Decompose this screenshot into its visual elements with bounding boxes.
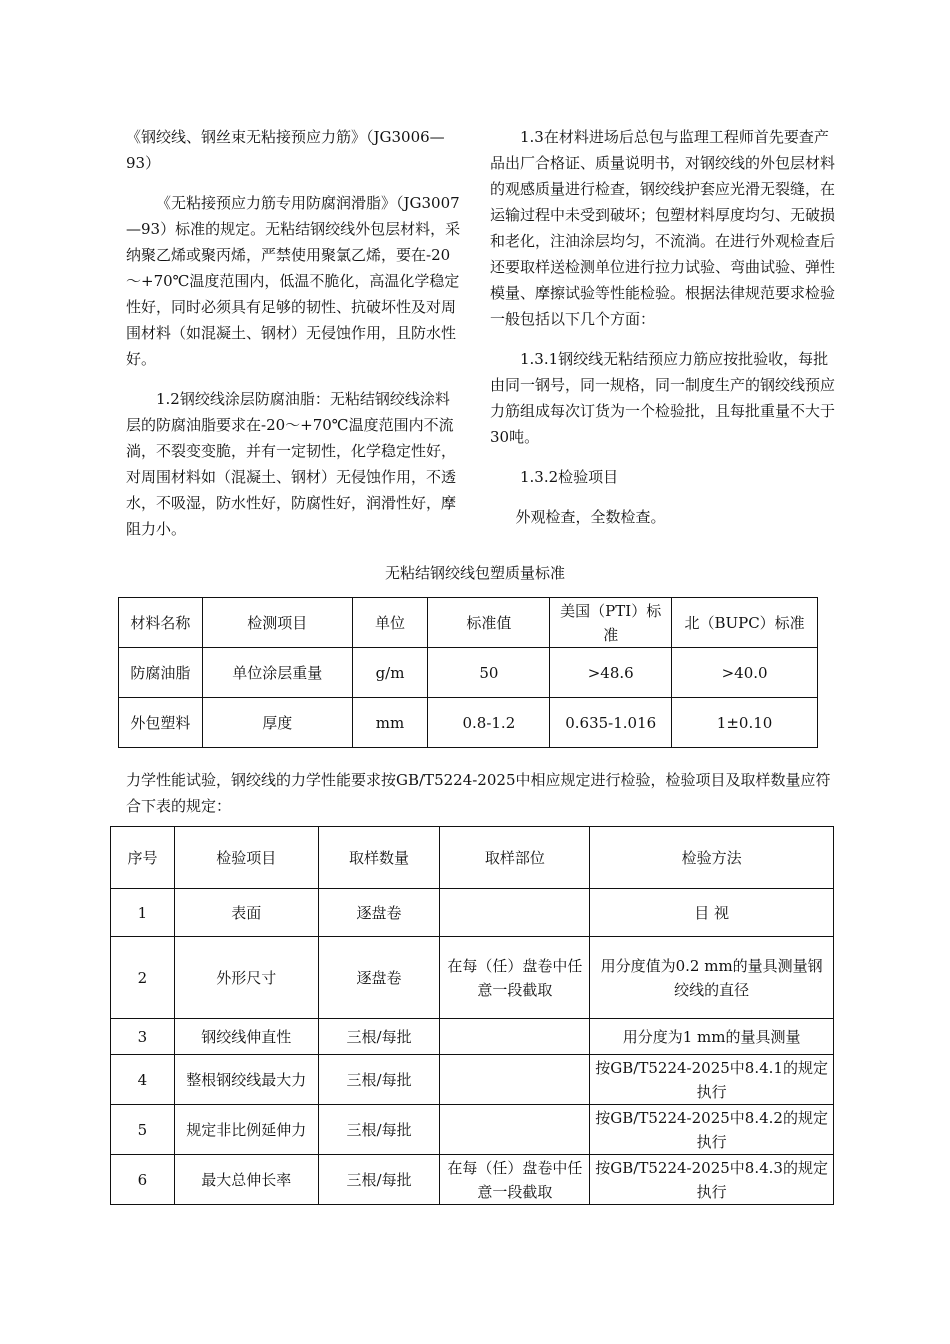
table-row: [111, 1155, 834, 1205]
table1-header-cell: 北（BUPC）标准: [672, 598, 818, 648]
table2-cell: 逐盘卷: [318, 937, 440, 1019]
table2-cell: 规定非比例延伸力: [174, 1105, 318, 1155]
table1-cell: 防腐油脂: [119, 648, 203, 698]
table2-cell: 三根/每批: [318, 1105, 440, 1155]
table2-header-cell: 取样部位: [440, 827, 590, 889]
right-paragraph-3: 1.3.2检验项目: [520, 468, 619, 486]
table2-cell: 目 视: [590, 889, 834, 937]
table2-cell: 2: [111, 937, 175, 1019]
table2-cell: 用分度为1 mm的量具测量: [590, 1019, 834, 1055]
table-row: [111, 1019, 834, 1055]
table2-cell: 在每（任）盘卷中任意一段截取: [440, 1155, 590, 1205]
right-column: [490, 124, 836, 530]
table2-cell: [440, 1105, 590, 1155]
table2-cell: 6: [111, 1155, 175, 1205]
table1-cell: 1±0.10: [672, 698, 818, 748]
table1-header-cell: 美国（PTI）标准: [550, 598, 672, 648]
table1-header-cell: 材料名称: [119, 598, 203, 648]
table1-cell: mm: [352, 698, 428, 748]
table-row: [111, 1105, 834, 1155]
table-row: [111, 1055, 834, 1105]
table2-cell: 按GB/T5224-2025中8.4.1的规定执行: [590, 1055, 834, 1105]
table1-cell: 0.8-1.2: [428, 698, 550, 748]
table2-cell: 1: [111, 889, 175, 937]
table2-cell: 三根/每批: [318, 1019, 440, 1055]
table2-cell: [440, 1055, 590, 1105]
table2-cell: 3: [111, 1019, 175, 1055]
table1-cell: g/m: [352, 648, 428, 698]
table2-cell: 三根/每批: [318, 1055, 440, 1105]
mechanical-test-paragraph: 力学性能试验，钢绞线的力学性能要求按GB/T5224-2025中相应规定进行检验，检验项目及取样数量应符合下表的规定：: [126, 771, 831, 815]
table2-cell: 最大总伸长率: [174, 1155, 318, 1205]
table2-cell: 钢绞线伸直性: [174, 1019, 318, 1055]
inspection-items-table: [110, 826, 834, 1205]
table1-header-cell: 单位: [352, 598, 428, 648]
table1-cell: 0.635-1.016: [550, 698, 672, 748]
left-paragraph-3: 1.2钢绞线涂层防腐油脂：无粘结钢绞线涂料层的防腐油脂要求在-20～+70℃温度范围内不流淌，不裂变变脆，并有一定韧性，化学稳定性好，对周围材料如（混凝土、钢材）无侵蚀作用，不透水，不吸湿，防水性好，防腐性好，润滑性好，摩阻力小。: [126, 390, 457, 538]
table1-header-cell: 检测项目: [202, 598, 352, 648]
table2-cell: 按GB/T5224-2025中8.4.2的规定执行: [590, 1105, 834, 1155]
table2-cell: 三根/每批: [318, 1155, 440, 1205]
table1-cell: 50: [428, 648, 550, 698]
left-paragraph-2: 《无粘接预应力筋专用防腐润滑脂》（JG3007—93）标准的规定。无粘结钢绞线外包层材料，采纳聚乙烯或聚丙烯，严禁使用聚氯乙烯，要在-20～+70℃温度范围内，低温不脆化，高温化学稳定性好，同时必须具有足够的韧性、抗破坏性及对周围材料（如混凝土、钢材）无侵蚀作用，且防水性好。: [126, 194, 461, 368]
table2-cell: 表面: [174, 889, 318, 937]
right-paragraph-1: 1.3在材料进场后总包与监理工程师首先要查产品出厂合格证、质量说明书，对钢绞线的外包层材料的观感质量进行检查，钢绞线护套应光滑无裂缝，在运输过程中未受到破坏；包塑材料厚度均匀、无破损和老化，注油涂层均匀，不流淌。在进行外观检查后还要取样送检测单位进行拉力试验、弯曲试验、弹性模量、摩擦试验等性能检验。根据法律规范要求检验一般包括以下几个方面：: [490, 128, 836, 328]
table2-cell: [440, 889, 590, 937]
table-row: [119, 698, 818, 748]
table2-cell: 逐盘卷: [318, 889, 440, 937]
table-row: [111, 937, 834, 1019]
table2-cell: 5: [111, 1105, 175, 1155]
table2-header-cell: 检验方法: [590, 827, 834, 889]
table2-cell: 用分度值为0.2 mm的量具测量钢绞线的直径: [590, 937, 834, 1019]
table2-header-cell: 检验项目: [174, 827, 318, 889]
table2-header-row: [111, 827, 834, 889]
table2-header-cell: 取样数量: [318, 827, 440, 889]
quality-standard-table: [118, 597, 818, 748]
table2-cell: 4: [111, 1055, 175, 1105]
table2-cell: 按GB/T5224-2025中8.4.3的规定执行: [590, 1155, 834, 1205]
table1-cell: 外包塑料: [119, 698, 203, 748]
table1-caption: 无粘结钢绞线包塑质量标准: [384, 564, 565, 582]
table2-cell: 在每（任）盘卷中任意一段截取: [440, 937, 590, 1019]
table1-cell: 单位涂层重量: [202, 648, 352, 698]
table2-cell: 整根钢绞线最大力: [174, 1055, 318, 1105]
table2-cell: 外形尺寸: [174, 937, 318, 1019]
table1-cell: >40.0: [672, 648, 818, 698]
left-paragraph-1: 《钢绞线、钢丝束无粘接预应力筋》（JG3006—93）: [126, 128, 445, 172]
left-column: [126, 124, 462, 542]
table1-header-cell: 标准值: [428, 598, 550, 648]
table1-cell: >48.6: [550, 648, 672, 698]
table-row: [119, 648, 818, 698]
table2-header-cell: 序号: [111, 827, 175, 889]
table2-cell: [440, 1019, 590, 1055]
table1-cell: 厚度: [202, 698, 352, 748]
right-paragraph-2: 1.3.1钢绞线无粘结预应力筋应按批验收，每批由同一钢号，同一规格，同一制度生产的钢绞线预应力筋组成每次订货为一个检验批，且每批重量不大于30吨。: [490, 350, 836, 446]
table1-header-row: [119, 598, 818, 648]
table-row: [111, 889, 834, 937]
right-paragraph-4: 外观检查，全数检查。: [515, 508, 666, 526]
